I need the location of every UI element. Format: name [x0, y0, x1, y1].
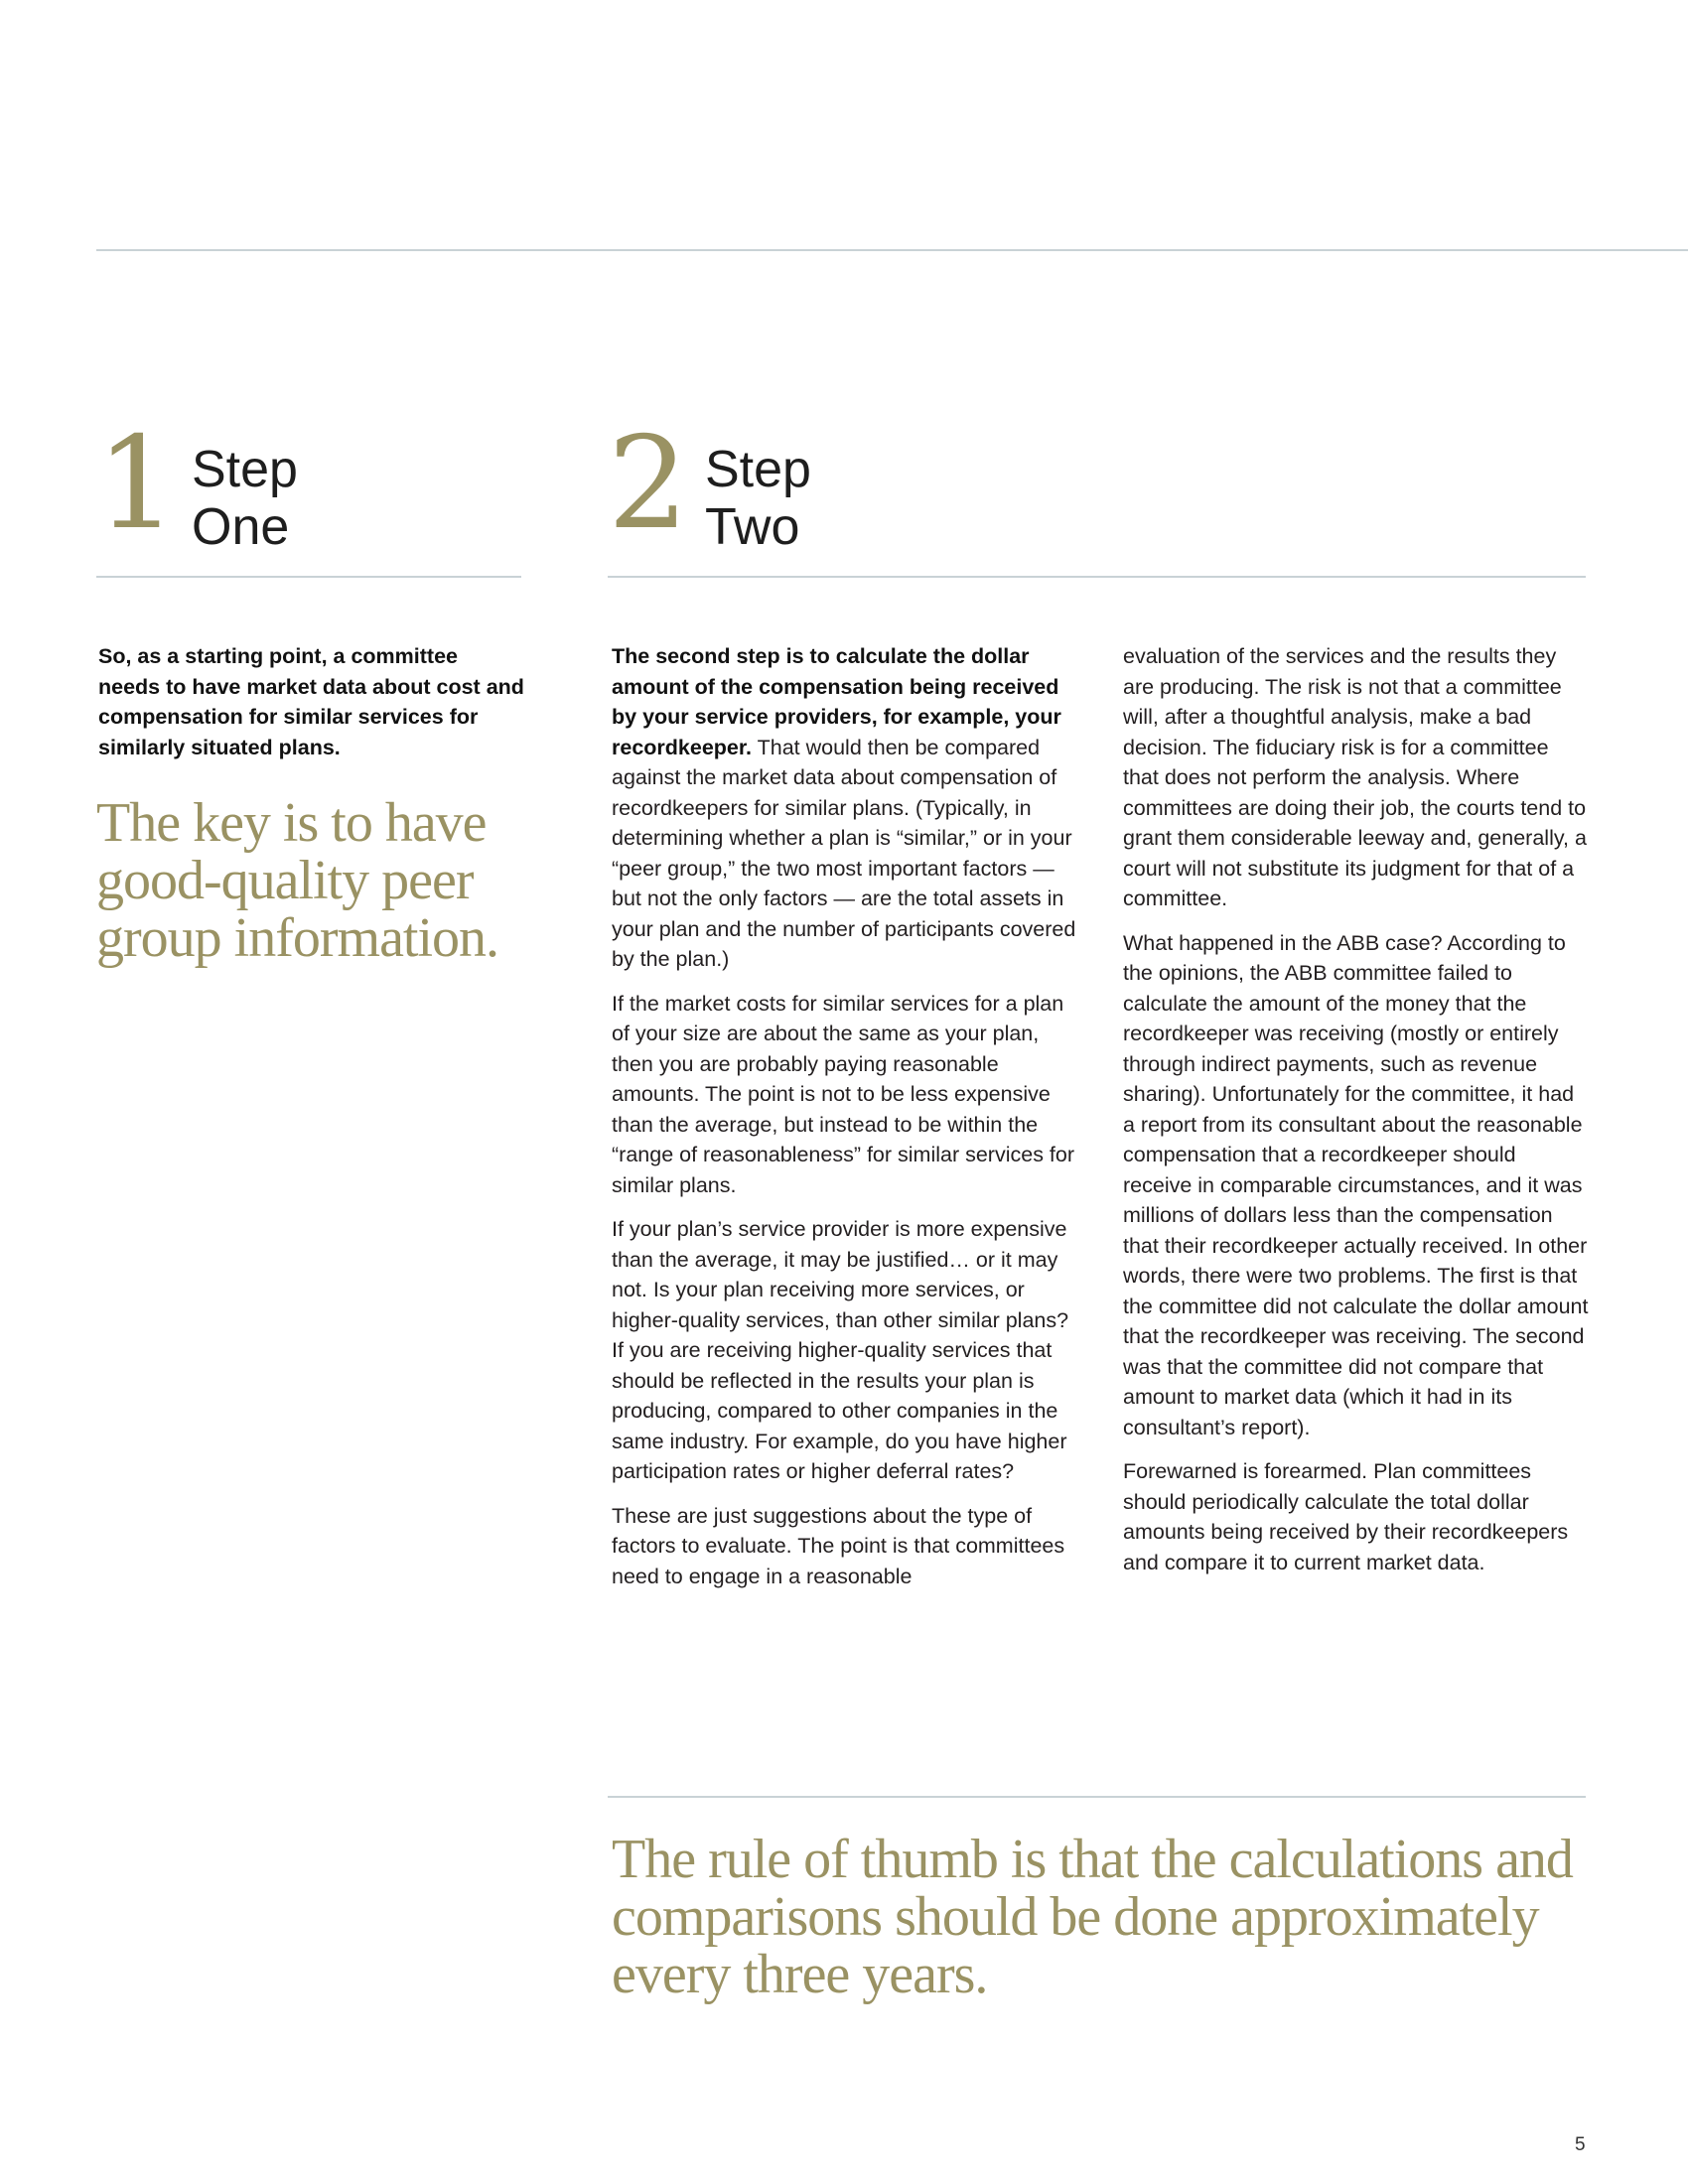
- step-two-column-1: [612, 641, 1078, 1605]
- step-one-title: [192, 441, 298, 556]
- step-two-title-line2: Two: [705, 498, 800, 556]
- bottom-pull-quote: The rule of thumb is that the calculations and comparisons should be done approximately every three years.: [612, 1829, 1573, 2005]
- step-two-divider: [608, 576, 1586, 578]
- lead-sentence: The second step is to calculate the dollar amount of the compensation being received by your service providers, for example, your recordkeeper.: [612, 644, 1061, 759]
- step-one-title-line2: One: [192, 498, 290, 556]
- paragraph: Forewarned is forearmed. Plan committees should periodically calculate the total dollar amounts being received by their recordkeepers and compare it to current market data.: [1123, 1459, 1569, 1574]
- step-one-divider: [96, 576, 521, 578]
- paragraph-text: That would then be compared against the market data about compensation of recordkeepers for similar plans. (Typically, in determining whether a plan is “similar,” or in your “peer group,” the two most important factors — but not the only factors — are the total assets in your plan and the number of participants covered by the plan.): [612, 735, 1076, 971]
- step-two-number: 2: [608, 410, 689, 558]
- paragraph: What happened in the ABB case? According to the opinions, the ABB committee failed to calculate the amount of the money that the recordkeeper was receiving (mostly or entirely through indirect payments, such as revenue sharing). Unfortunately for the committee, it had a report from its consultant about the reasonable compensation that a recordkeeper should receive in comparable circumstances, and it was millions of dollars less than the compensation that their recordkeeper actually received. In other words, there were two problems. The first is that the committee did not calculate the dollar amount that the recordkeeper was receiving. The second was that the committee did not compare that amount to market data (which it had in its consultant’s report).: [1123, 930, 1589, 1439]
- step-two-header: [608, 410, 1203, 558]
- bottom-quote-divider: [608, 1796, 1586, 1798]
- paragraph: These are just suggestions about the type of factors to evaluate. The point is that committees need to engage in a reasonable: [612, 1503, 1065, 1588]
- paragraph: If the market costs for similar services for a plan of your size are about the same as your plan, then you are probably paying reasonable amounts. The point is not to be less expensive than the average, but instead to be within the “range of reasonableness” for similar services for similar plans.: [612, 991, 1075, 1197]
- paragraph: [612, 641, 1078, 975]
- step-two-title-line1: Step: [705, 441, 811, 498]
- step-one-intro: So, as a starting point, a committee needs to have market data about cost and compensation for similar services for similarly situated plans.: [98, 644, 524, 759]
- step-one-title-line1: Step: [192, 441, 298, 498]
- paragraph: If your plan’s service provider is more expensive than the average, it may be justified… or it may not. Is your plan receiving more services, or higher-quality services, than other similar plans? If you are receiving higher-quality services that should be reflected in the results your plan is producing, compared to other companies in the same industry. For example, do you have higher participation rates or higher deferral rates?: [612, 1217, 1069, 1483]
- page-number: 5: [1575, 2134, 1586, 2155]
- top-divider: [96, 249, 1688, 251]
- step-one-pull-quote: The key is to have good-quality peer group information.: [96, 792, 499, 969]
- step-two-title: [705, 441, 811, 556]
- step-two-column-2: [1123, 641, 1590, 1591]
- paragraph: evaluation of the services and the results they are producing. The risk is not that a committee will, after a thoughtful analysis, make a bad decision. The fiduciary risk is for a committee that does not perform the analysis. Where committees are doing their job, the courts tend to grant them considerable leeway and, generally, a court will not substitute its judgment for that of a committee.: [1123, 644, 1587, 910]
- step-one-header: [96, 410, 523, 558]
- step-one-number: 1: [96, 410, 178, 558]
